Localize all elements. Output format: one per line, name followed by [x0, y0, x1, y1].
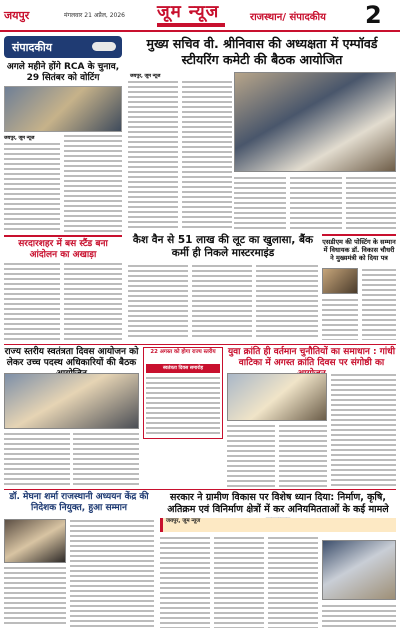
- main-story-text-2: [182, 80, 232, 230]
- section-divider-2: [4, 489, 396, 490]
- main-story-text-1: [128, 80, 178, 230]
- masthead: [0, 0, 400, 32]
- section-divider: [4, 344, 396, 345]
- logo-bar: [157, 23, 225, 27]
- cash-van-text-2: [192, 264, 252, 340]
- cash-van-text-3: [256, 264, 318, 340]
- youth-text-2: [227, 424, 275, 488]
- bus-stand-text-2: [64, 262, 122, 340]
- main-dateline: जयपुर, जूम न्यूज: [130, 74, 161, 79]
- rural-text-4: [322, 604, 396, 628]
- rural-development-headline: सरकार ने ग्रामीण विकास पर विशेष ध्यान दिया: निर्माण, कृषि, अतिक्रम एवं विनिर्माण क्षेत्रों में कर अनियमितताओं के कई मामले: [167, 492, 389, 515]
- rural-text-1: [160, 536, 210, 628]
- independence-text-1: [4, 432, 70, 488]
- rca-story-text-1: [4, 142, 60, 232]
- logo-text: जूम न्यूज: [157, 2, 220, 22]
- meeting-photo: [234, 72, 396, 172]
- meghna-sharma-photo: [4, 519, 66, 563]
- meghna-text-1: [70, 519, 154, 627]
- meghna-sharma-headline: डॉ. मेघना शर्मा राजस्थानी अध्ययन केंद्र की निदेशक नियुक्त, हुआ सम्मान: [9, 492, 149, 513]
- rural-text-2: [214, 536, 264, 628]
- ad-subheadline: स्वतंत्रता दिवस समारोह: [146, 364, 220, 373]
- page-number: 2: [365, 1, 382, 29]
- sdm-text-2: [322, 298, 358, 340]
- main-story-text-3: [234, 176, 286, 230]
- newspaper-logo: [157, 2, 225, 28]
- youth-revolution-headline: युवा क्रांति ही वर्तमान चुनौतियों का समाधान : गांधी वाटिका में अगस्त क्रांति दिवस पर संगोष्ठी का: [227, 347, 396, 368]
- bus-stand-headline: सरदारशहर में बस स्टैंड बना आंदोलन का अखाड़ा: [4, 235, 122, 261]
- meghna-text-2: [4, 566, 66, 627]
- rca-dateline: जयपुर, जूम न्यूज: [4, 136, 35, 141]
- independence-meeting-photo: [4, 373, 139, 429]
- sdm-text-1: [362, 268, 396, 340]
- main-headline: मुख्य सचिव वी. श्रीनिवास की अध्यक्षता में एम्पॉवर्ड स्टीयरिंग कमेटी की बैठक आयोजित: [146, 36, 378, 67]
- ad-headline: 22 अगस्त को होगा राज्य स्तरीय: [150, 349, 216, 355]
- youth-text-3: [279, 424, 327, 488]
- rca-photo: [4, 86, 122, 132]
- editorial-label: [4, 36, 122, 58]
- seminar-photo: [227, 373, 327, 421]
- rural-development-dateline: जयपुर, जूम न्यूज: [160, 518, 396, 532]
- rca-story-text-2: [64, 134, 122, 232]
- cash-van-text-1: [128, 264, 188, 340]
- masthead-date: मंगलवार 21 अप्रैल, 2026: [64, 12, 125, 19]
- mla-photo: [322, 268, 358, 294]
- editorial-label-text: संपादकीय: [12, 41, 53, 54]
- masthead-section: राजस्थान/ संपादकीय: [250, 12, 326, 23]
- rca-election-headline: अगले महीने होंगे RCA के चुनाव, 29 सितंबर को वोटिंग: [6, 62, 120, 83]
- sdm-headline: एसडीएम की पोस्टिंग के सम्मान में विधायक डॉ. विकास चौधरी ने मुख्यमंत्री को दिया पत्र: [322, 238, 396, 262]
- youth-text-1: [331, 373, 396, 488]
- rural-text-3: [268, 536, 318, 628]
- cash-van-headline: कैश वैन से 51 लाख की लूट का खुलासा, बैंक कर्मी ही निकले मास्टरमाइंड: [132, 234, 314, 259]
- masthead-city: जयपुर: [4, 9, 30, 22]
- pen-icon: [92, 42, 116, 51]
- bus-stand-text-1: [4, 262, 60, 340]
- independence-text-2: [73, 432, 139, 488]
- rural-photo: [322, 540, 396, 600]
- ad-text: [146, 376, 220, 436]
- main-story-text-5: [346, 176, 396, 230]
- main-story-text-4: [290, 176, 342, 230]
- independence-meeting-headline: राज्य स्तरीय स्वतंत्रता दिवस आयोजन को लेकर उच्च पदस्थ अधिकारियों की बैठक: [4, 347, 139, 368]
